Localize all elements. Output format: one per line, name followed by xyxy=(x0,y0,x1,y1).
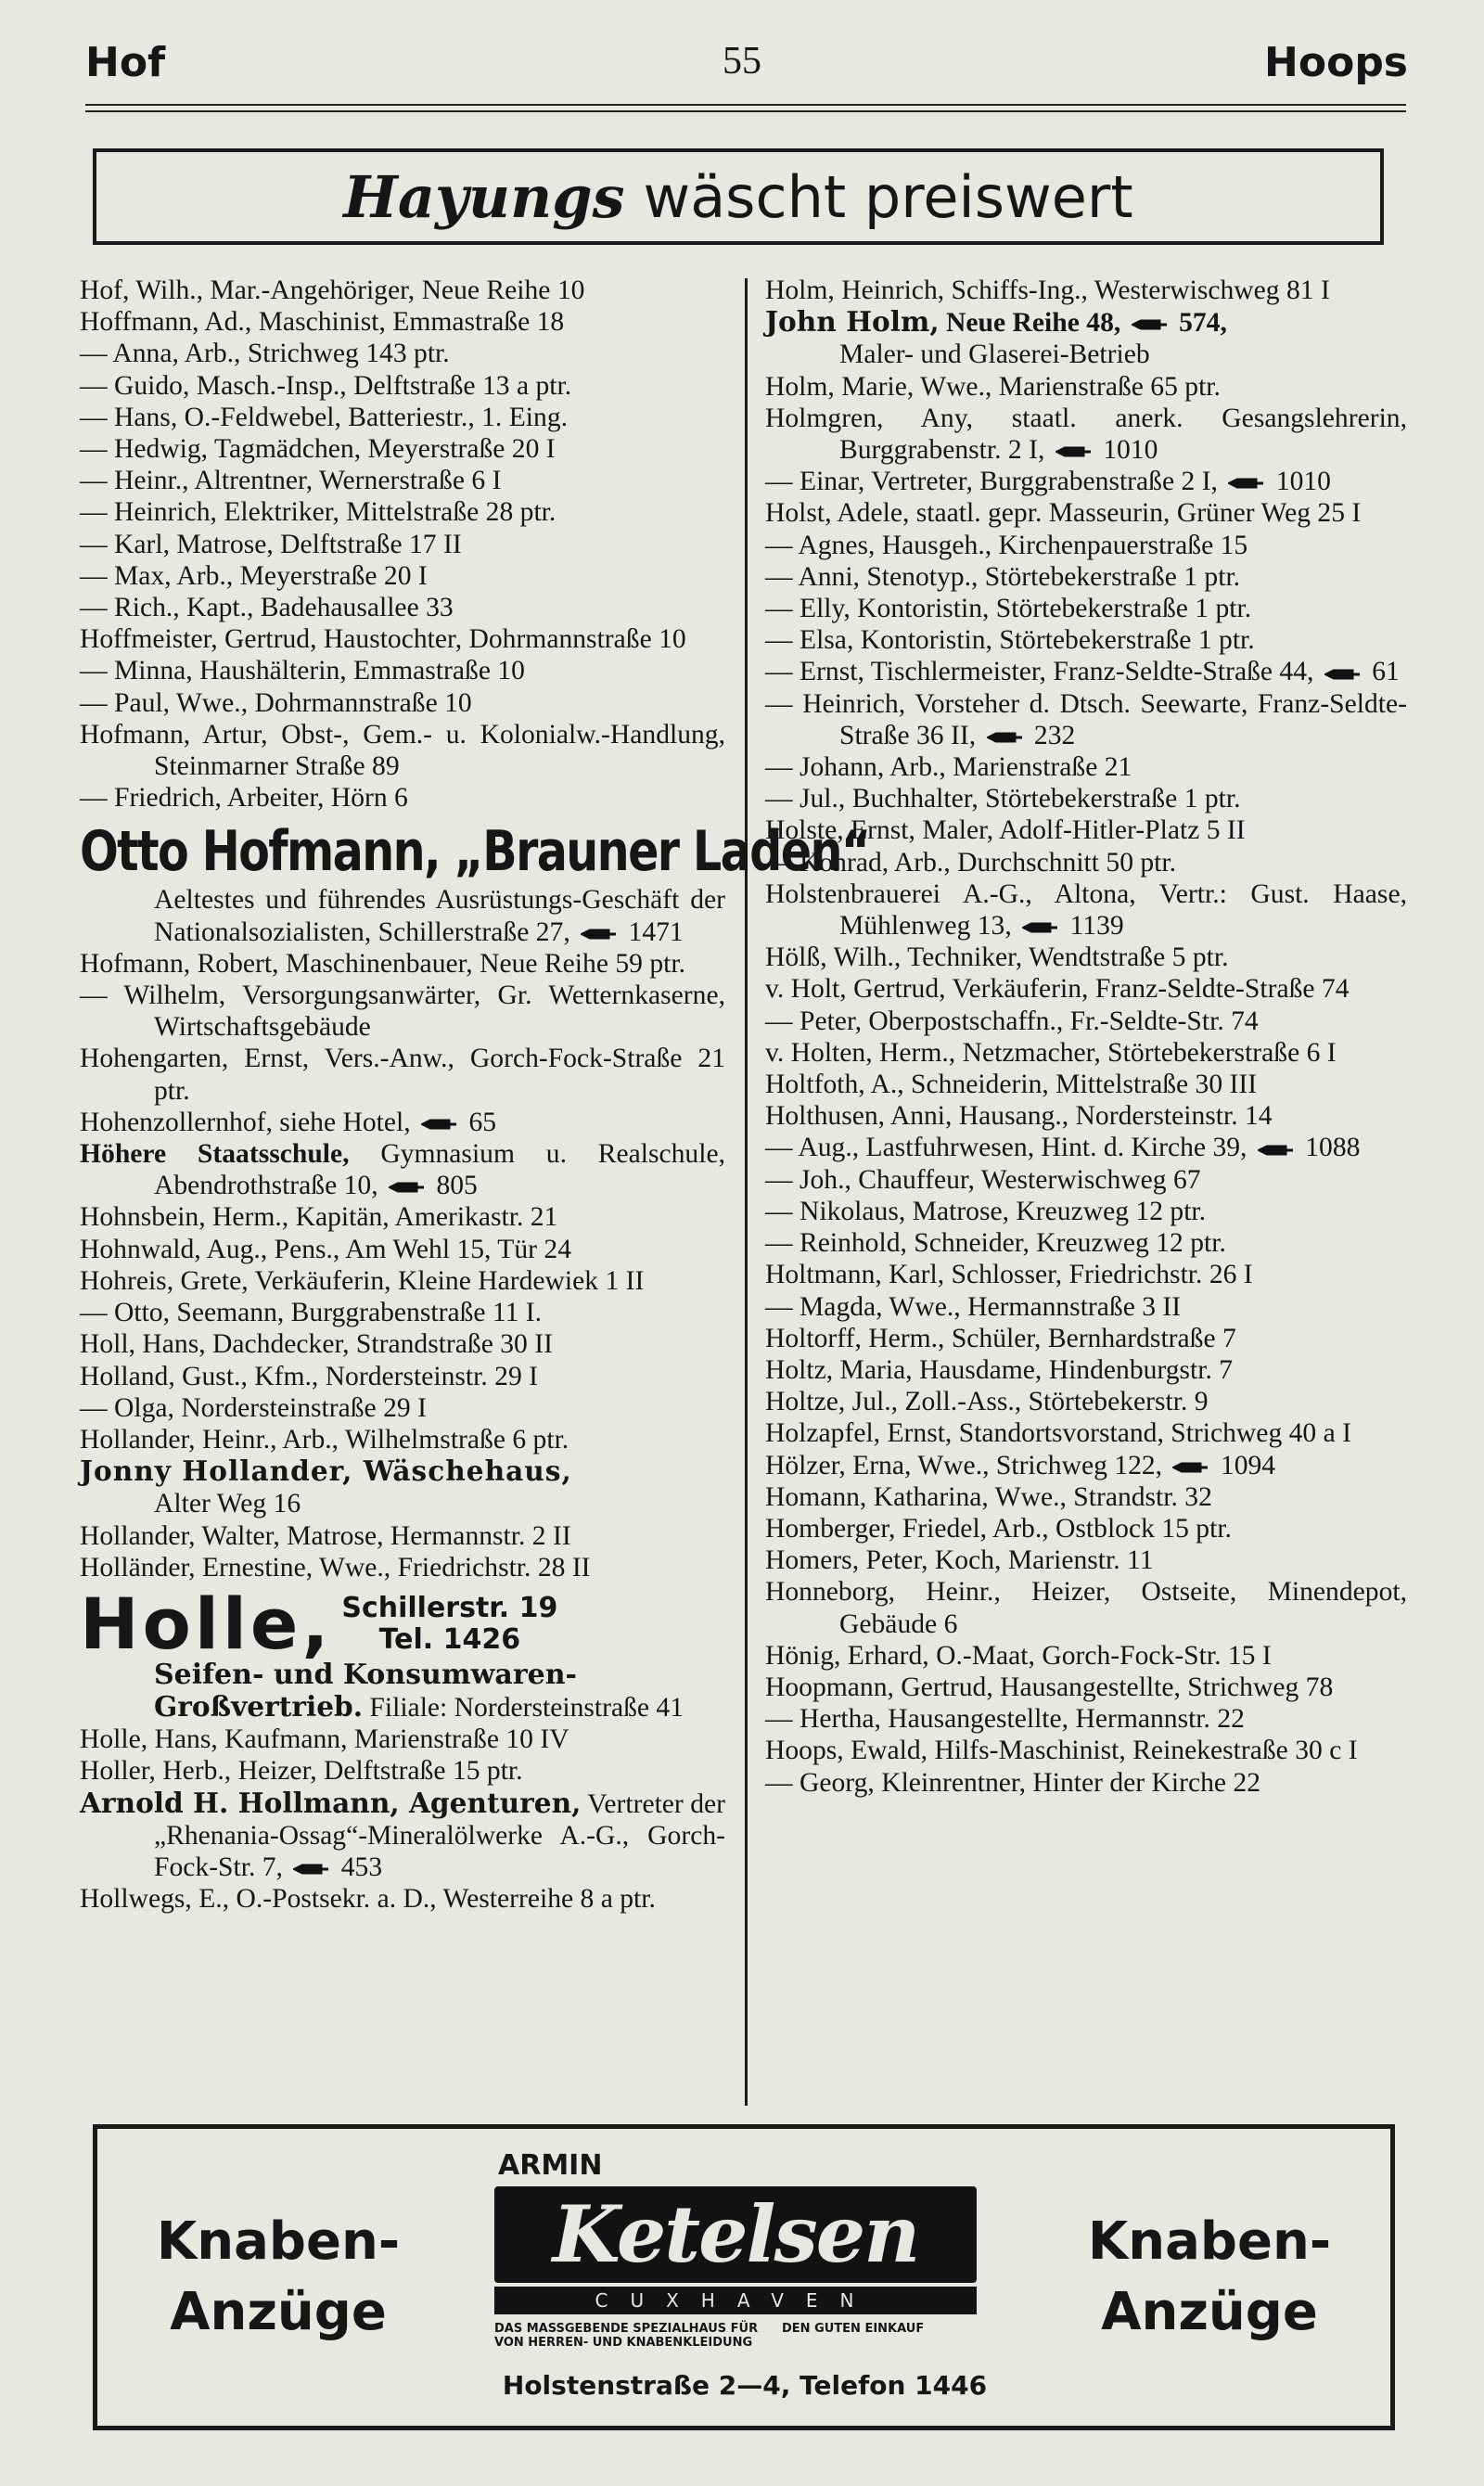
list-item xyxy=(80,1455,725,1519)
bottom-ad-right-text: Knaben-Anzüge xyxy=(1087,2211,1332,2342)
list-item: Hohengarten, Ernst, Vers.-Anw., Gorch-Fock-Straße 21 ptr. xyxy=(80,1044,725,1106)
page-number: 55 xyxy=(723,40,761,83)
entry-subtext: Maler- und Glaserei-Betrieb xyxy=(839,340,1150,370)
list-item: Hoffmeister, Gertrud, Haustochter, Dohrmannstraße 10 xyxy=(80,624,686,655)
list-item: Holle, Hans, Kaufmann, Marienstraße 10 IV xyxy=(80,1724,569,1755)
entry-text: Alter Weg 16 xyxy=(154,1489,301,1519)
list-item: Homberger, Friedel, Arb., Ostblock 15 ptr. xyxy=(765,1513,1232,1544)
list-item: Holler, Herb., Heizer, Delftstraße 15 ptr. xyxy=(80,1756,523,1787)
list-item: Holm, Marie, Wwe., Marienstraße 65 ptr. xyxy=(765,371,1221,402)
otto-hofmann-ad xyxy=(80,819,870,947)
list-item: — Jul., Buchhalter, Störtebekerstraße 1 ptr. xyxy=(765,784,1241,814)
holle-ad-branch: Filiale: Nordersteinstraße 41 xyxy=(363,1692,684,1723)
list-item: Holst, Adele, staatl. gepr. Masseurin, Grüner Weg 25 I xyxy=(765,498,1362,529)
logo-banner xyxy=(494,2186,977,2283)
list-item: Hoops, Ewald, Hilfs-Maschinist, Reinekestraße 30 c I xyxy=(765,1736,1358,1766)
entry-phone: 805 xyxy=(436,1171,478,1201)
top-banner-ad xyxy=(93,148,1384,245)
logo-city: CUXHAVEN xyxy=(494,2287,977,2314)
entry-text: Hölzer, Erna, Wwe., Strichweg 122, xyxy=(765,1450,1163,1480)
telephone-icon xyxy=(1132,318,1169,331)
list-item: Holland, Gust., Kfm., Nordersteinstr. 29 I xyxy=(80,1361,538,1391)
entry-phone: 232 xyxy=(1033,720,1076,750)
list-item: Hohnwald, Aug., Pens., Am Wehl 15, Tür 24 xyxy=(80,1234,572,1264)
list-item: — Peter, Oberpostschaffn., Fr.-Seldte-Str. 74 xyxy=(765,1006,1259,1036)
list-item: Holl, Hans, Dachdecker, Strandstraße 30 II xyxy=(80,1329,553,1360)
logo-tagline-right: DEN GUTEN EINKAUF xyxy=(782,2322,925,2336)
list-item xyxy=(765,1450,1407,1481)
telephone-icon xyxy=(1258,1144,1295,1157)
list-item: Hoopmann, Gertrud, Hausangestellte, Strichweg 78 xyxy=(765,1672,1334,1702)
list-item: Holzapfel, Ernst, Standortsvorstand, Strichweg 40 a I xyxy=(765,1418,1352,1449)
entry-phone: 1139 xyxy=(1069,911,1124,942)
list-item xyxy=(80,1138,725,1201)
entry-text: Holstenbrauerei A.-G., Altona, Vertr.: Gust. Haase, Mühlenweg 13, xyxy=(765,878,1407,942)
list-item: Honneborg, Heinr., Heizer, Ostseite, Minendepot, Gebäude 6 xyxy=(765,1577,1407,1639)
banner-brand: Hayungs xyxy=(343,162,625,231)
list-item: Holländer, Ernestine, Wwe., Friedrichstr. 28 II xyxy=(80,1552,591,1583)
otto-ad-phone: 1471 xyxy=(628,916,684,947)
entry-text: Neue Reihe 48, xyxy=(946,308,1121,339)
entry-phone: 65 xyxy=(468,1107,497,1137)
entry-text: — Einar, Vertreter, Burggrabenstraße 2 I, xyxy=(765,467,1218,497)
entry-text: Holmgren, Any, staatl. anerk. Gesangslehrerin, Burggrabenstr. 2 I, xyxy=(765,403,1407,466)
entry-bold-name: Jonny Hollander, Wäschehaus, xyxy=(80,1454,572,1488)
list-item xyxy=(765,306,1407,370)
list-item: — Hans, O.-Feldwebel, Batteriestr., 1. Eing. xyxy=(80,402,569,432)
logo-tagline-left: DAS MASSGEBENDE SPEZIALHAUS FÜR VON HERREN- UND KNABENKLEIDUNG xyxy=(494,2322,759,2350)
list-item: Hölß, Wilh., Techniker, Wendtstraße 5 ptr. xyxy=(765,942,1229,973)
header-left-keyword: Hof xyxy=(85,39,166,86)
list-item: — Olga, Nordersteinstraße 29 I xyxy=(80,1392,427,1423)
entry-phone: 453 xyxy=(340,1852,383,1882)
entry-text: — Ernst, Tischlermeister, Franz-Seldte-Straße 44, xyxy=(765,657,1314,687)
entry-phone: 574, xyxy=(1179,308,1227,339)
list-item: Hönig, Erhard, O.-Maat, Gorch-Fock-Str. 15 I xyxy=(765,1640,1272,1671)
header-rule-top xyxy=(85,104,1406,106)
logo-brand: Ketelsen xyxy=(552,2188,919,2280)
list-item xyxy=(765,466,1407,497)
list-item: — Johann, Arb., Marienstraße 21 xyxy=(765,752,1132,783)
telephone-icon xyxy=(389,1181,426,1194)
list-item: v. Holt, Gertrud, Verkäuferin, Franz-Seldte-Straße 74 xyxy=(765,974,1350,1005)
list-item: Hoffmann, Ad., Maschinist, Emmastraße 18 xyxy=(80,307,565,338)
list-item: — Wilhelm, Versorgungsanwärter, Gr. Wetternkaserne, Wirtschaftsgebäude xyxy=(80,980,725,1043)
list-item: — Elly, Kontoristin, Störtebekerstraße 1 ptr. xyxy=(765,594,1252,624)
list-item: — Magda, Wwe., Hermannstraße 3 II xyxy=(765,1291,1182,1322)
entry-phone: 1088 xyxy=(1305,1133,1361,1163)
list-item: — Karl, Matrose, Delftstraße 17 II xyxy=(80,529,462,559)
holle-ad-tel: Tel. 1426 xyxy=(378,1622,521,1656)
list-item xyxy=(765,1132,1407,1163)
list-item xyxy=(765,403,1407,466)
list-item: — Georg, Kleinrentner, Hinter der Kirche 22 xyxy=(765,1767,1261,1798)
entry-text: Vertreter der „Rhenania-Ossag“-Mineralölwerke A.-G., Gorch-Fock-Str. 7, xyxy=(154,1788,725,1882)
list-item: — Guido, Masch.-Insp., Delftstraße 13 a ptr. xyxy=(80,370,572,401)
entry-bold-name: Arnold H. Hollmann, Agenturen, xyxy=(80,1786,582,1819)
list-item: Hollander, Walter, Matrose, Hermannstr. 2 II xyxy=(80,1520,571,1551)
list-item: — Konrad, Arb., Durchschnitt 50 ptr. xyxy=(765,847,1177,878)
list-item: Hofmann, Artur, Obst-, Gem.- u. Kolonialw.-Handlung, Steinmarner Straße 89 xyxy=(80,719,725,782)
list-item: — Rich., Kapt., Badehausallee 33 xyxy=(80,593,454,623)
holle-ad-line1: Seifen- und Konsumwaren- xyxy=(154,1658,577,1691)
ketelsen-logo xyxy=(485,2147,1004,2416)
list-item xyxy=(765,878,1407,942)
list-item: Hohreis, Grete, Verkäuferin, Kleine Hardewiek 1 II xyxy=(80,1265,645,1296)
list-item: Homers, Peter, Koch, Marienstr. 11 xyxy=(765,1545,1154,1576)
bottom-ad-ketelsen xyxy=(93,2124,1395,2430)
logo-address: Holstenstraße 2—4, Telefon 1446 xyxy=(502,2370,988,2401)
telephone-icon xyxy=(293,1863,330,1876)
list-item: — Otto, Seemann, Burggrabenstraße 11 I. xyxy=(80,1298,543,1328)
list-item xyxy=(80,1788,725,1884)
right-column xyxy=(765,275,1407,1799)
list-item: — Hertha, Hausangestellte, Hermannstr. 22 xyxy=(765,1704,1245,1735)
entry-text: — Heinrich, Vorsteher d. Dtsch. Seewarte, Franz-Seldte-Straße 36 II, xyxy=(765,688,1407,750)
list-item: — Heinr., Altrentner, Wernerstraße 6 I xyxy=(80,466,502,496)
holle-ad-name: Holle, xyxy=(80,1582,333,1665)
list-item: Holtmann, Karl, Schlosser, Friedrichstr. 26 I xyxy=(765,1260,1253,1290)
header-right-keyword: Hoops xyxy=(1264,39,1408,86)
list-item: Holtfoth, A., Schneiderin, Mittelstraße 30 III xyxy=(765,1070,1258,1100)
entry-text: Gymnasium u. Realschule, Abendrothstraße 10, xyxy=(154,1139,725,1201)
list-item: v. Holten, Herm., Netzmacher, Störtebekerstraße 6 I xyxy=(765,1037,1337,1068)
otto-ad-text xyxy=(80,884,725,947)
list-item: — Max, Arb., Meyerstraße 20 I xyxy=(80,560,428,591)
list-item: Hof, Wilh., Mar.-Angehöriger, Neue Reihe 10 xyxy=(80,276,585,305)
list-item: Holthusen, Anni, Hausang., Nordersteinstr. 14 xyxy=(765,1101,1273,1132)
list-item: Holtze, Jul., Zoll.-Ass., Störtebekerstr. 9 xyxy=(765,1387,1209,1417)
otto-ad-title: Otto Hofmann, „Brauner Laden“ xyxy=(80,819,870,885)
list-item: — Heinrich, Elektriker, Mittelstraße 28 ptr. xyxy=(80,497,556,528)
list-item: — Agnes, Hausgeh., Kirchenpauerstraße 15 xyxy=(765,530,1248,560)
list-item: Holtz, Maria, Hausdame, Hindenburgstr. 7 xyxy=(765,1354,1234,1385)
telephone-icon xyxy=(987,731,1024,744)
list-item: — Reinhold, Schneider, Kreuzweg 12 ptr. xyxy=(765,1228,1226,1259)
list-item: — Anni, Stenotyp., Störtebekerstraße 1 ptr. xyxy=(765,561,1241,592)
column-divider xyxy=(745,278,748,2106)
telephone-icon xyxy=(421,1118,458,1131)
telephone-icon xyxy=(1172,1461,1209,1474)
list-item xyxy=(765,688,1407,751)
banner-text: wäscht preiswert xyxy=(643,162,1133,231)
list-item: Homann, Katharina, Wwe., Strandstr. 32 xyxy=(765,1481,1212,1512)
entry-phone: 61 xyxy=(1372,657,1400,687)
list-item xyxy=(765,656,1407,687)
entry-text: — Aug., Lastfuhrwesen, Hint. d. Kirche 39, xyxy=(765,1133,1247,1163)
telephone-icon xyxy=(1022,921,1059,934)
telephone-icon xyxy=(1228,477,1265,490)
list-item: Hohnsbein, Herm., Kapitän, Amerikastr. 21 xyxy=(80,1202,558,1233)
list-item xyxy=(80,1107,725,1138)
list-item: Hollwegs, E., O.-Postsekr. a. D., Westerreihe 8 a ptr. xyxy=(80,1884,656,1915)
list-item: — Hedwig, Tagmädchen, Meyerstraße 20 I xyxy=(80,434,556,465)
header-rule-bottom xyxy=(85,110,1406,112)
otto-ad-description: Aeltestes und führendes Ausrüstungs-Geschäft der Nationalsozialisten, Schillerstraße 27, xyxy=(154,885,725,947)
list-item: — Friedrich, Arbeiter, Hörn 6 xyxy=(80,783,408,814)
entry-phone: 1094 xyxy=(1220,1450,1276,1480)
list-item: — Minna, Haushälterin, Emmastraße 10 xyxy=(80,656,525,686)
bottom-ad-left-text: Knaben-Anzüge xyxy=(156,2211,401,2342)
holle-ad xyxy=(80,1582,725,1724)
telephone-icon xyxy=(581,928,618,941)
entry-text: Hohenzollernhof, siehe Hotel, xyxy=(80,1107,411,1137)
list-item: Holtorff, Herm., Schüler, Bernhardstraße 7 xyxy=(765,1323,1236,1353)
list-item: — Elsa, Kontoristin, Störtebekerstraße 1 ptr. xyxy=(765,625,1255,656)
list-item: Hofmann, Robert, Maschinenbauer, Neue Reihe 59 ptr. xyxy=(80,948,685,979)
list-item: — Joh., Chauffeur, Westerwischweg 67 xyxy=(765,1164,1201,1195)
list-item: — Anna, Arb., Strichweg 143 ptr. xyxy=(80,339,450,369)
holle-ad-line2 xyxy=(80,1691,725,1724)
entry-phone: 1010 xyxy=(1103,435,1158,466)
holle-ad-bold: Großvertrieb. xyxy=(154,1689,364,1723)
list-item: Hollander, Heinr., Arb., Wilhelmstraße 6 ptr. xyxy=(80,1424,569,1454)
telephone-icon xyxy=(1324,668,1362,681)
entry-bold-name: Höhere Staatsschule, xyxy=(80,1139,350,1170)
list-item: — Nikolaus, Matrose, Kreuzweg 12 ptr. xyxy=(765,1196,1207,1226)
holle-ad-street: Schillerstr. 19 xyxy=(341,1591,558,1624)
list-item: — Paul, Wwe., Dohrmannstraße 10 xyxy=(80,687,472,718)
entry-bold-name: John Holm, xyxy=(765,305,940,339)
list-item: Holm, Heinrich, Schiffs-Ing., Westerwischweg 81 I xyxy=(765,276,1330,305)
entry-phone: 1010 xyxy=(1275,467,1331,497)
telephone-icon xyxy=(1055,445,1093,458)
logo-armin: ARMIN xyxy=(498,2149,603,2182)
list-item: Holste, Ernst, Maler, Adolf-Hitler-Platz 5 II xyxy=(765,815,1246,846)
